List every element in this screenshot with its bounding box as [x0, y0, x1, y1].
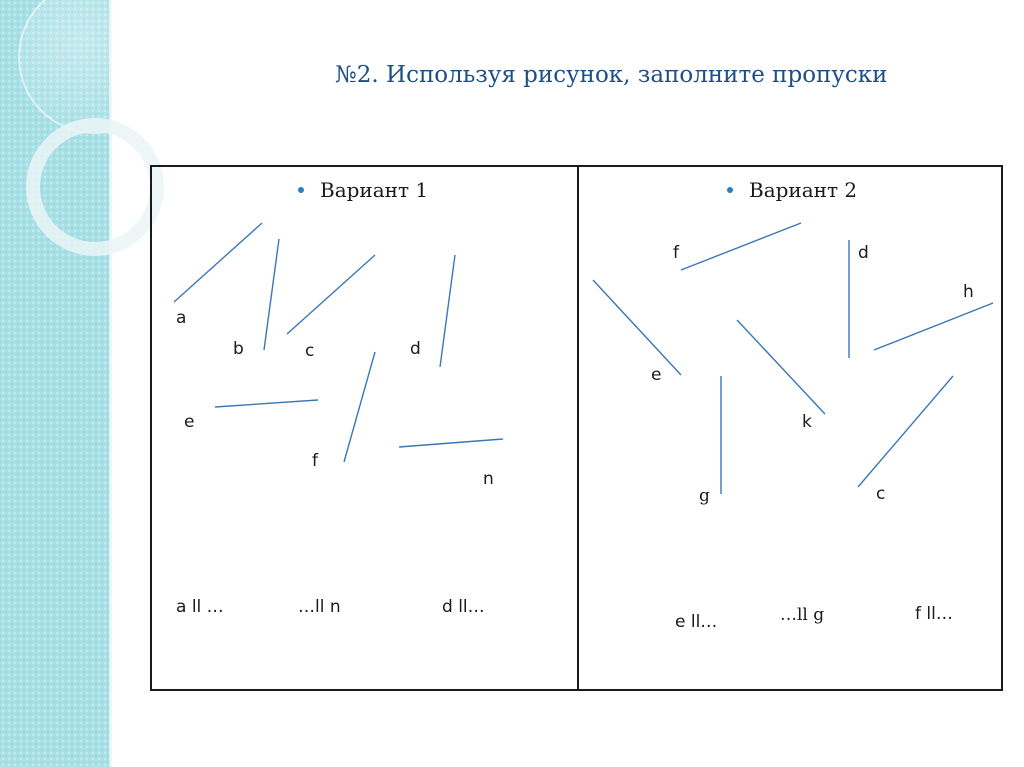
variant-1-label-a: a — [176, 308, 187, 328]
variant-2-line-f — [681, 223, 801, 270]
variant-1-blank-3: d ll… — [442, 597, 485, 617]
variant-1-label-d: d — [410, 339, 421, 359]
variant-2-label-h: h — [963, 282, 974, 302]
variant-2-label-e: e — [651, 365, 662, 385]
variant-1-blank-2: …ll n — [298, 597, 341, 617]
variant-1-line-e — [215, 400, 318, 407]
variant-1-label-f: f — [312, 451, 318, 471]
variant-2-line-c — [858, 376, 953, 487]
variant-2-blank-2: …ll g — [780, 605, 825, 625]
variant-1-label-n: n — [483, 469, 494, 489]
variant-2-line-e — [593, 280, 681, 375]
variant-1-line-f — [344, 352, 375, 462]
variant-2-label-k: k — [802, 412, 812, 432]
variant-2-label-g: g — [699, 486, 710, 506]
variant-1-label-c: c — [305, 341, 315, 361]
variant-2-label-d: d — [858, 243, 869, 263]
variant-1-heading-text: Вариант 1 — [320, 178, 429, 202]
variant-1-line-a — [174, 223, 262, 302]
variant-1-blank-1: a ll … — [176, 597, 224, 617]
variant-1-label-e: e — [184, 412, 195, 432]
variant-2-blank-1: e ll… — [675, 612, 718, 632]
variant-2-label-c: c — [876, 484, 886, 504]
variant-2-line-h — [874, 303, 993, 350]
variant-1-line-c — [287, 255, 375, 334]
variant-2-blank-3: f ll… — [915, 604, 953, 624]
variant-2-line-k — [737, 320, 825, 414]
variant-1-line-b — [264, 239, 279, 350]
variant-2-label-f: f — [673, 243, 679, 263]
variant-2-heading-text: Вариант 2 — [749, 178, 858, 202]
variant-1-label-b: b — [233, 339, 244, 359]
variant-1-line-d — [440, 255, 455, 367]
slide-title: №2. Используя рисунок, заполните пропуски — [335, 62, 888, 88]
variant-1-line-n — [399, 439, 503, 447]
